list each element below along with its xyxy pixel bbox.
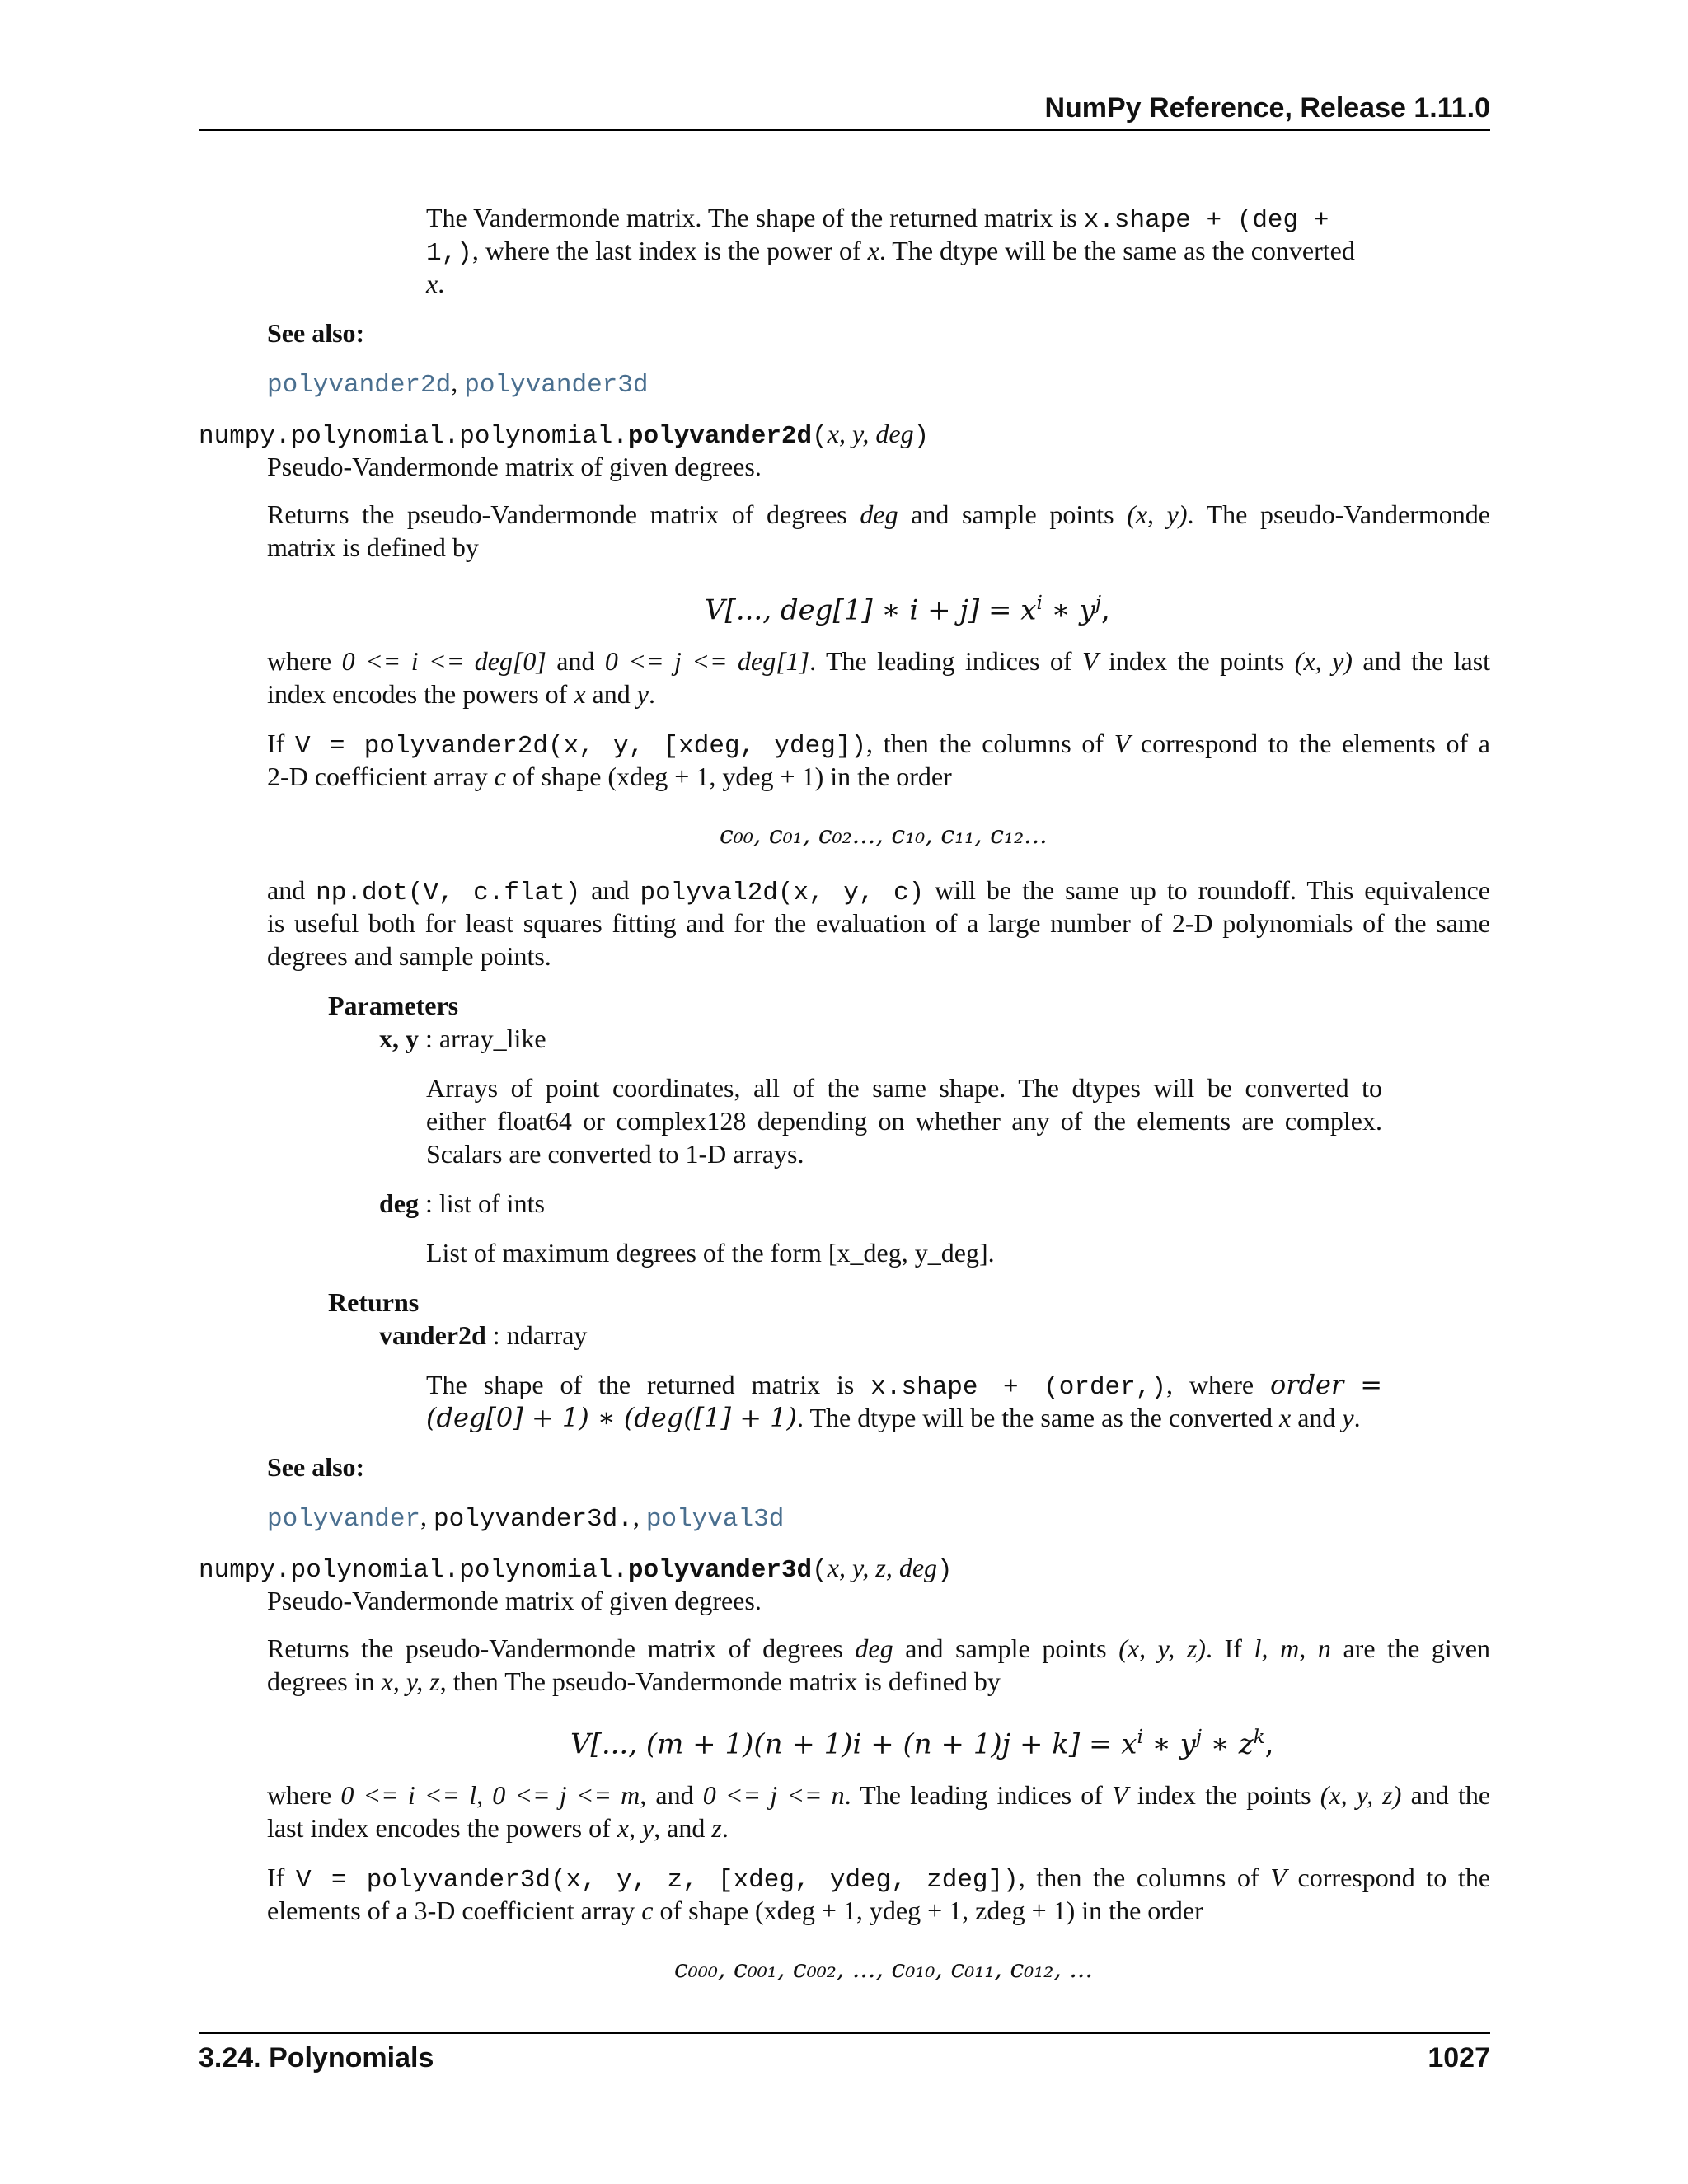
see-also-links: polyvander2d, polyvander3d (267, 368, 649, 400)
paragraph-columns-l2: 2-D coefficient array c of shape (xdeg + 1, ydeg + 1) in the order (267, 762, 952, 791)
paragraph-columns-3d: If V = polyvander3d(x, y, z, [xdeg, ydeg, zdeg]), then the columns of V correspond to the (267, 1863, 1491, 1895)
header-rule (199, 129, 1490, 131)
returns-description-l2: 1,), where the last index is the power of x. The dtype will be the same as the converted (426, 236, 1355, 268)
paragraph-indices-l2: index encodes the powers of x and y. (267, 679, 655, 709)
equation-vander3d: V[..., $(m + 1)(n + 1)i + (n + 1)j + k] = x^i$ ∗ $y^j$ ∗ $z^k$, (570, 1727, 1274, 1761)
param-xy-description-l3: Scalars are converted to 1-D arrays. (426, 1139, 804, 1169)
paragraph-columns: If V = polyvander2d(x, y, [xdeg, ydeg]), then the columns of V correspond to the elements of a (267, 729, 1491, 761)
page-number: 1027 (1428, 2042, 1490, 2074)
paragraph-definition-3d-l2: degrees in x, y, z, then The pseudo-Vandermonde matrix is defined by (267, 1666, 1001, 1696)
param-deg-description: List of maximum degrees of the form [x_deg, y_deg]. (426, 1238, 995, 1268)
paragraph-columns-3d-l2: elements of a 3-D coefficient array c of shape (xdeg + 1, ydeg + 1, zdeg + 1) in the order (267, 1896, 1203, 1925)
equation-coefficient-order-2d: c₀₀, c₀₁, c₀₂..., c₁₀, c₁₁, c₁₂... (720, 821, 1048, 850)
paragraph-equivalence: and np.dot(V, c.flat) and polyval2d(x, y, c) will be the same up to roundoff. This equivalence (267, 875, 1491, 907)
running-header: NumPy Reference, Release 1.11.0 (1044, 92, 1490, 124)
function-summary: Pseudo-Vandermonde matrix of given degrees. (267, 452, 762, 481)
paragraph-definition: Returns the pseudo-Vandermonde matrix of degrees deg and sample points (x, y). The pseudo-Vandermonde (267, 499, 1491, 529)
function-summary-3d: Pseudo-Vandermonde matrix of given degrees. (267, 1586, 762, 1615)
returns-description: The Vandermonde matrix. The shape of the returned matrix is x.shape + (deg + (426, 203, 1329, 235)
returns-heading: Returns (328, 1287, 420, 1317)
paragraph-indices-3d: where 0 <= i <= l, 0 <= j <= m, and 0 <= j <= n. The leading indices of V index the points (x, y, z) and the (267, 1780, 1491, 1810)
return-description: The shape of the returned matrix is x.shape + (order,), where order = (426, 1369, 1383, 1402)
paragraph-definition-l2: matrix is defined by (267, 532, 479, 562)
function-signature-polyvander2d: numpy.polynomial.polynomial.polyvander2d(x, y, deg) (199, 419, 930, 451)
equation-coefficient-order-3d: c₀₀₀, c₀₀₁, c₀₀₂, ..., c₀₁₀, c₀₁₁, c₀₁₂, ... (674, 1955, 1094, 1984)
function-signature-polyvander3d: numpy.polynomial.polynomial.polyvander3d(x, y, z, deg) (199, 1553, 953, 1585)
equation-vander2d: V[..., deg[1] ∗ $i + j] = x^i$ ∗ $y^j$, (705, 593, 1110, 627)
return-description-l2: (deg[0] + 1) ∗ (deg([1] + 1). The dtype will be the same as the converted x and y. (426, 1402, 1361, 1433)
returns-description-l3: x. (426, 269, 445, 298)
paragraph-equivalence-l3: degrees and sample points. (267, 941, 551, 971)
param-xy: x, y : array_like (379, 1024, 546, 1053)
paragraph-definition-3d: Returns the pseudo-Vandermonde matrix of degrees deg and sample points (x, y, z). If l, m, n are the given (267, 1633, 1490, 1663)
paragraph-indices: where 0 <= i <= deg[0] and 0 <= j <= deg[1]. The leading indices of V index the points (x, y) and the last (267, 646, 1491, 676)
param-xy-description: Arrays of point coordinates, all of the same shape. The dtypes will be converted to (426, 1073, 1382, 1103)
link-polyval3d[interactable]: polyval3d (645, 1505, 785, 1534)
link-polyvander[interactable]: polyvander (267, 1505, 421, 1534)
return-vander2d: vander2d : ndarray (379, 1320, 588, 1350)
paragraph-equivalence-l2: is useful both for least squares fitting and for the evaluation of a large number of 2-D polynomials of the same (267, 908, 1490, 938)
link-polyvander3d[interactable]: polyvander3d (464, 371, 649, 400)
paragraph-indices-3d-l2: last index encodes the powers of x, y, and z. (267, 1813, 729, 1843)
param-xy-description-l2: either float64 or complex128 depending on whether any of the elements are complex. (426, 1106, 1382, 1136)
footer-rule (199, 2032, 1490, 2034)
link-polyvander2d[interactable]: polyvander2d (267, 371, 452, 400)
footer-section: 3.24. Polynomials (199, 2042, 434, 2074)
see-also-heading-2: See also: (267, 1452, 365, 1482)
parameters-heading: Parameters (328, 991, 459, 1020)
param-deg: deg : list of ints (379, 1188, 545, 1218)
see-also-links-2: polyvander, polyvander3d., polyval3d (267, 1502, 785, 1534)
see-also-heading: See also: (267, 318, 365, 348)
